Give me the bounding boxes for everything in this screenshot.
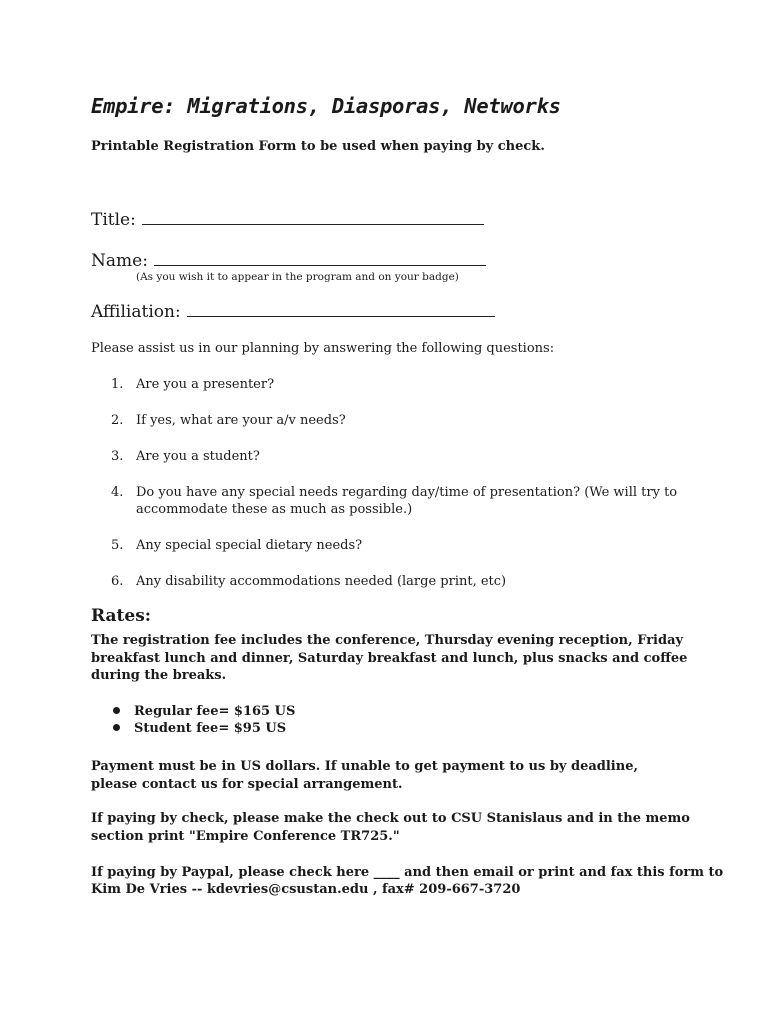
question-item — [91, 573, 681, 590]
name-hint: (As you wish it to appear in the program and on your badge) — [136, 271, 459, 283]
question-number: 6. — [111, 574, 124, 589]
page-title: Empire: Migrations, Diasporas, Networks — [91, 94, 561, 118]
question-item — [91, 448, 681, 465]
affiliation-input-line[interactable] — [187, 302, 495, 317]
bullet-icon — [113, 724, 120, 731]
question-number: 4. — [111, 485, 124, 500]
name-input-line[interactable] — [154, 251, 486, 266]
page-subtitle: Printable Registration Form to be used when paying by check. — [91, 139, 545, 154]
fee-text: Student fee= $95 US — [134, 721, 287, 736]
fee-list-item — [113, 704, 295, 719]
question-item — [91, 537, 681, 554]
question-item — [91, 412, 681, 429]
question-number: 1. — [111, 377, 124, 392]
check-note: If paying by check, please make the check out to CSU Stanislaus and in the memo section print "Empire Conference TR725." — [91, 811, 690, 844]
question-number: 5. — [111, 538, 124, 553]
question-text: Any special special dietary needs? — [136, 538, 363, 553]
rates-description: The registration fee includes the conference, Thursday evening reception, Friday breakfast lunch and dinner, Saturday breakfast and lunch, plus snacks and coffee during the breaks. — [91, 633, 688, 683]
question-text: Do you have any special needs regarding day/time of presentation? (We will try to accommodate these as much as possible.) — [136, 485, 678, 517]
question-item — [91, 484, 681, 518]
question-item — [91, 376, 681, 393]
question-text: Any disability accommodations needed (large print, etc) — [136, 574, 507, 589]
question-text: If yes, what are your a/v needs? — [136, 413, 346, 428]
paypal-note-line2: Kim De Vries -- kdevries@csustan.edu , fax# 209-667-3720 — [91, 882, 521, 897]
name-label: Name: — [91, 251, 148, 271]
name-field — [91, 251, 486, 271]
rates-heading: Rates: — [91, 606, 152, 626]
affiliation-field — [91, 302, 495, 322]
question-text: Are you a student? — [136, 449, 260, 464]
title-label: Title: — [91, 210, 136, 230]
bullet-icon — [113, 707, 120, 714]
fee-list-item — [113, 721, 286, 736]
title-input-line[interactable] — [142, 210, 484, 225]
payment-note: Payment must be in US dollars. If unable to get payment to us by deadline, please contact us for special arrangement. — [91, 759, 638, 792]
title-field — [91, 210, 484, 230]
questions-intro: Please assist us in our planning by answering the following questions: — [91, 341, 555, 356]
paypal-note-line1: If paying by Paypal, please check here ____ and then email or print and fax this form to — [91, 865, 724, 880]
question-number: 2. — [111, 413, 124, 428]
affiliation-label: Affiliation: — [91, 302, 181, 322]
question-text: Are you a presenter? — [136, 377, 275, 392]
question-number: 3. — [111, 449, 124, 464]
fee-text: Regular fee= $165 US — [134, 704, 296, 719]
